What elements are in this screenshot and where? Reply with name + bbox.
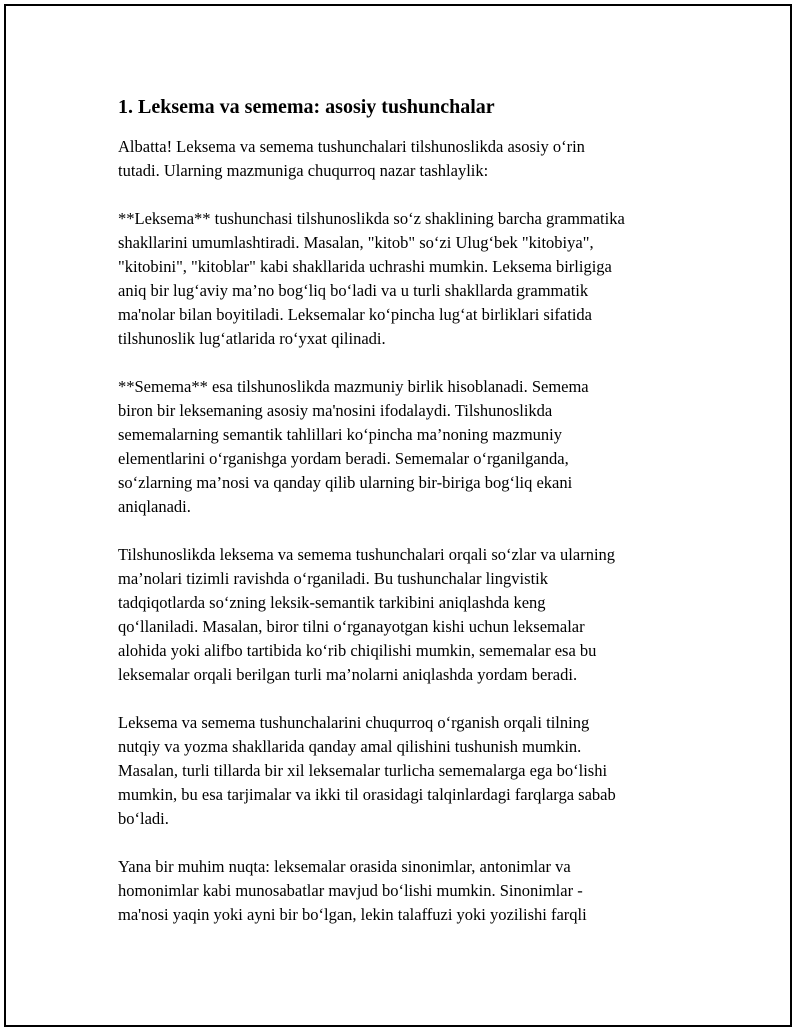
text-line: Albatta! Leksema va semema tushunchalari tilshunoslikda asosiy o‘rin [118,137,585,156]
document-content [118,93,688,951]
text-line: so‘zlarning ma’nosi va qanday qilib ularning bir-biriga bog‘liq ekani [118,473,573,492]
text-line: Masalan, turli tillarda bir xil leksemalar turlicha sememalarga ega bo‘lishi [118,761,608,780]
paragraph-muhim-nuqta [118,855,688,927]
text-line: ma'nolar bilan boyitiladi. Leksemalar ko‘pincha lug‘at birliklari sifatida [118,305,592,324]
paragraph-semema [118,375,688,519]
text-line: biron bir leksemaning asosiy ma'nosini ifodalaydi. Tilshunoslikda [118,401,553,420]
text-line: **Semema** esa tilshunoslikda mazmuniy birlik hisoblanadi. Semema [118,377,589,396]
text-line: aniqlanadi. [118,497,191,516]
text-line: Leksema va semema tushunchalarini chuqurroq o‘rganish orqali tilning [118,713,590,732]
text-line: mumkin, bu esa tarjimalar va ikki til orasidagi talqinlardagi farqlarga sabab [118,785,616,804]
text-line: homonimlar kabi munosabatlar mavjud bo‘lishi mumkin. Sinonimlar - [118,881,583,900]
text-line: ma’nolari tizimli ravishda o‘rganiladi. Bu tushunchalar lingvistik [118,569,548,588]
text-line: elementlarini o‘rganishga yordam beradi. Sememalar o‘rganilganda, [118,449,569,468]
text-line: "kitobini", "kitoblar" kabi shakllarida uchrashi mumkin. Leksema birligiga [118,257,612,276]
text-line: leksemalar orqali berilgan turli ma’nolarni aniqlashda yordam beradi. [118,665,578,684]
text-line: bo‘ladi. [118,809,169,828]
text-line: nutqiy va yozma shakllarida qanday amal qilishini tushunish mumkin. [118,737,582,756]
text-line: qo‘llaniladi. Masalan, biror tilni o‘rganayotgan kishi uchun leksemalar [118,617,585,636]
text-line: **Leksema** tushunchasi tilshunoslikda so‘z shaklining barcha grammatika [118,209,625,228]
paragraph-chuqurroq [118,711,688,831]
paragraph-intro [118,135,688,183]
text-line: tutadi. Ularning mazmuniga chuqurroq nazar tashlaylik: [118,161,489,180]
paragraph-leksema [118,207,688,351]
paragraph-tilshunoslik [118,543,688,687]
text-line: alohida yoki alifbo tartibida ko‘rib chiqilishi mumkin, sememalar esa bu [118,641,597,660]
text-line: ma'nosi yaqin yoki ayni bir bo‘lgan, lekin talaffuzi yoki yozilishi farqli [118,905,587,924]
text-line: Yana bir muhim nuqta: leksemalar orasida sinonimlar, antonimlar va [118,857,571,876]
text-line: shakllarini umumlashtiradi. Masalan, "kitob" so‘zi Ulug‘bek "kitobiya", [118,233,594,252]
text-line: tadqiqotlarda so‘zning leksik-semantik tarkibini aniqlashda keng [118,593,546,612]
text-line: sememalarning semantik tahlillari ko‘pincha ma’noning mazmuniy [118,425,563,444]
section-heading: 1. Leksema va semema: asosiy tushunchalar [118,96,495,118]
text-line: Tilshunoslikda leksema va semema tushunchalari orqali so‘zlar va ularning [118,545,616,564]
text-line: aniq bir lug‘aviy ma’no bog‘liq bo‘ladi va u turli shakllarda grammatik [118,281,589,300]
text-line: tilshunoslik lug‘atlarida ro‘yxat qilinadi. [118,329,386,348]
